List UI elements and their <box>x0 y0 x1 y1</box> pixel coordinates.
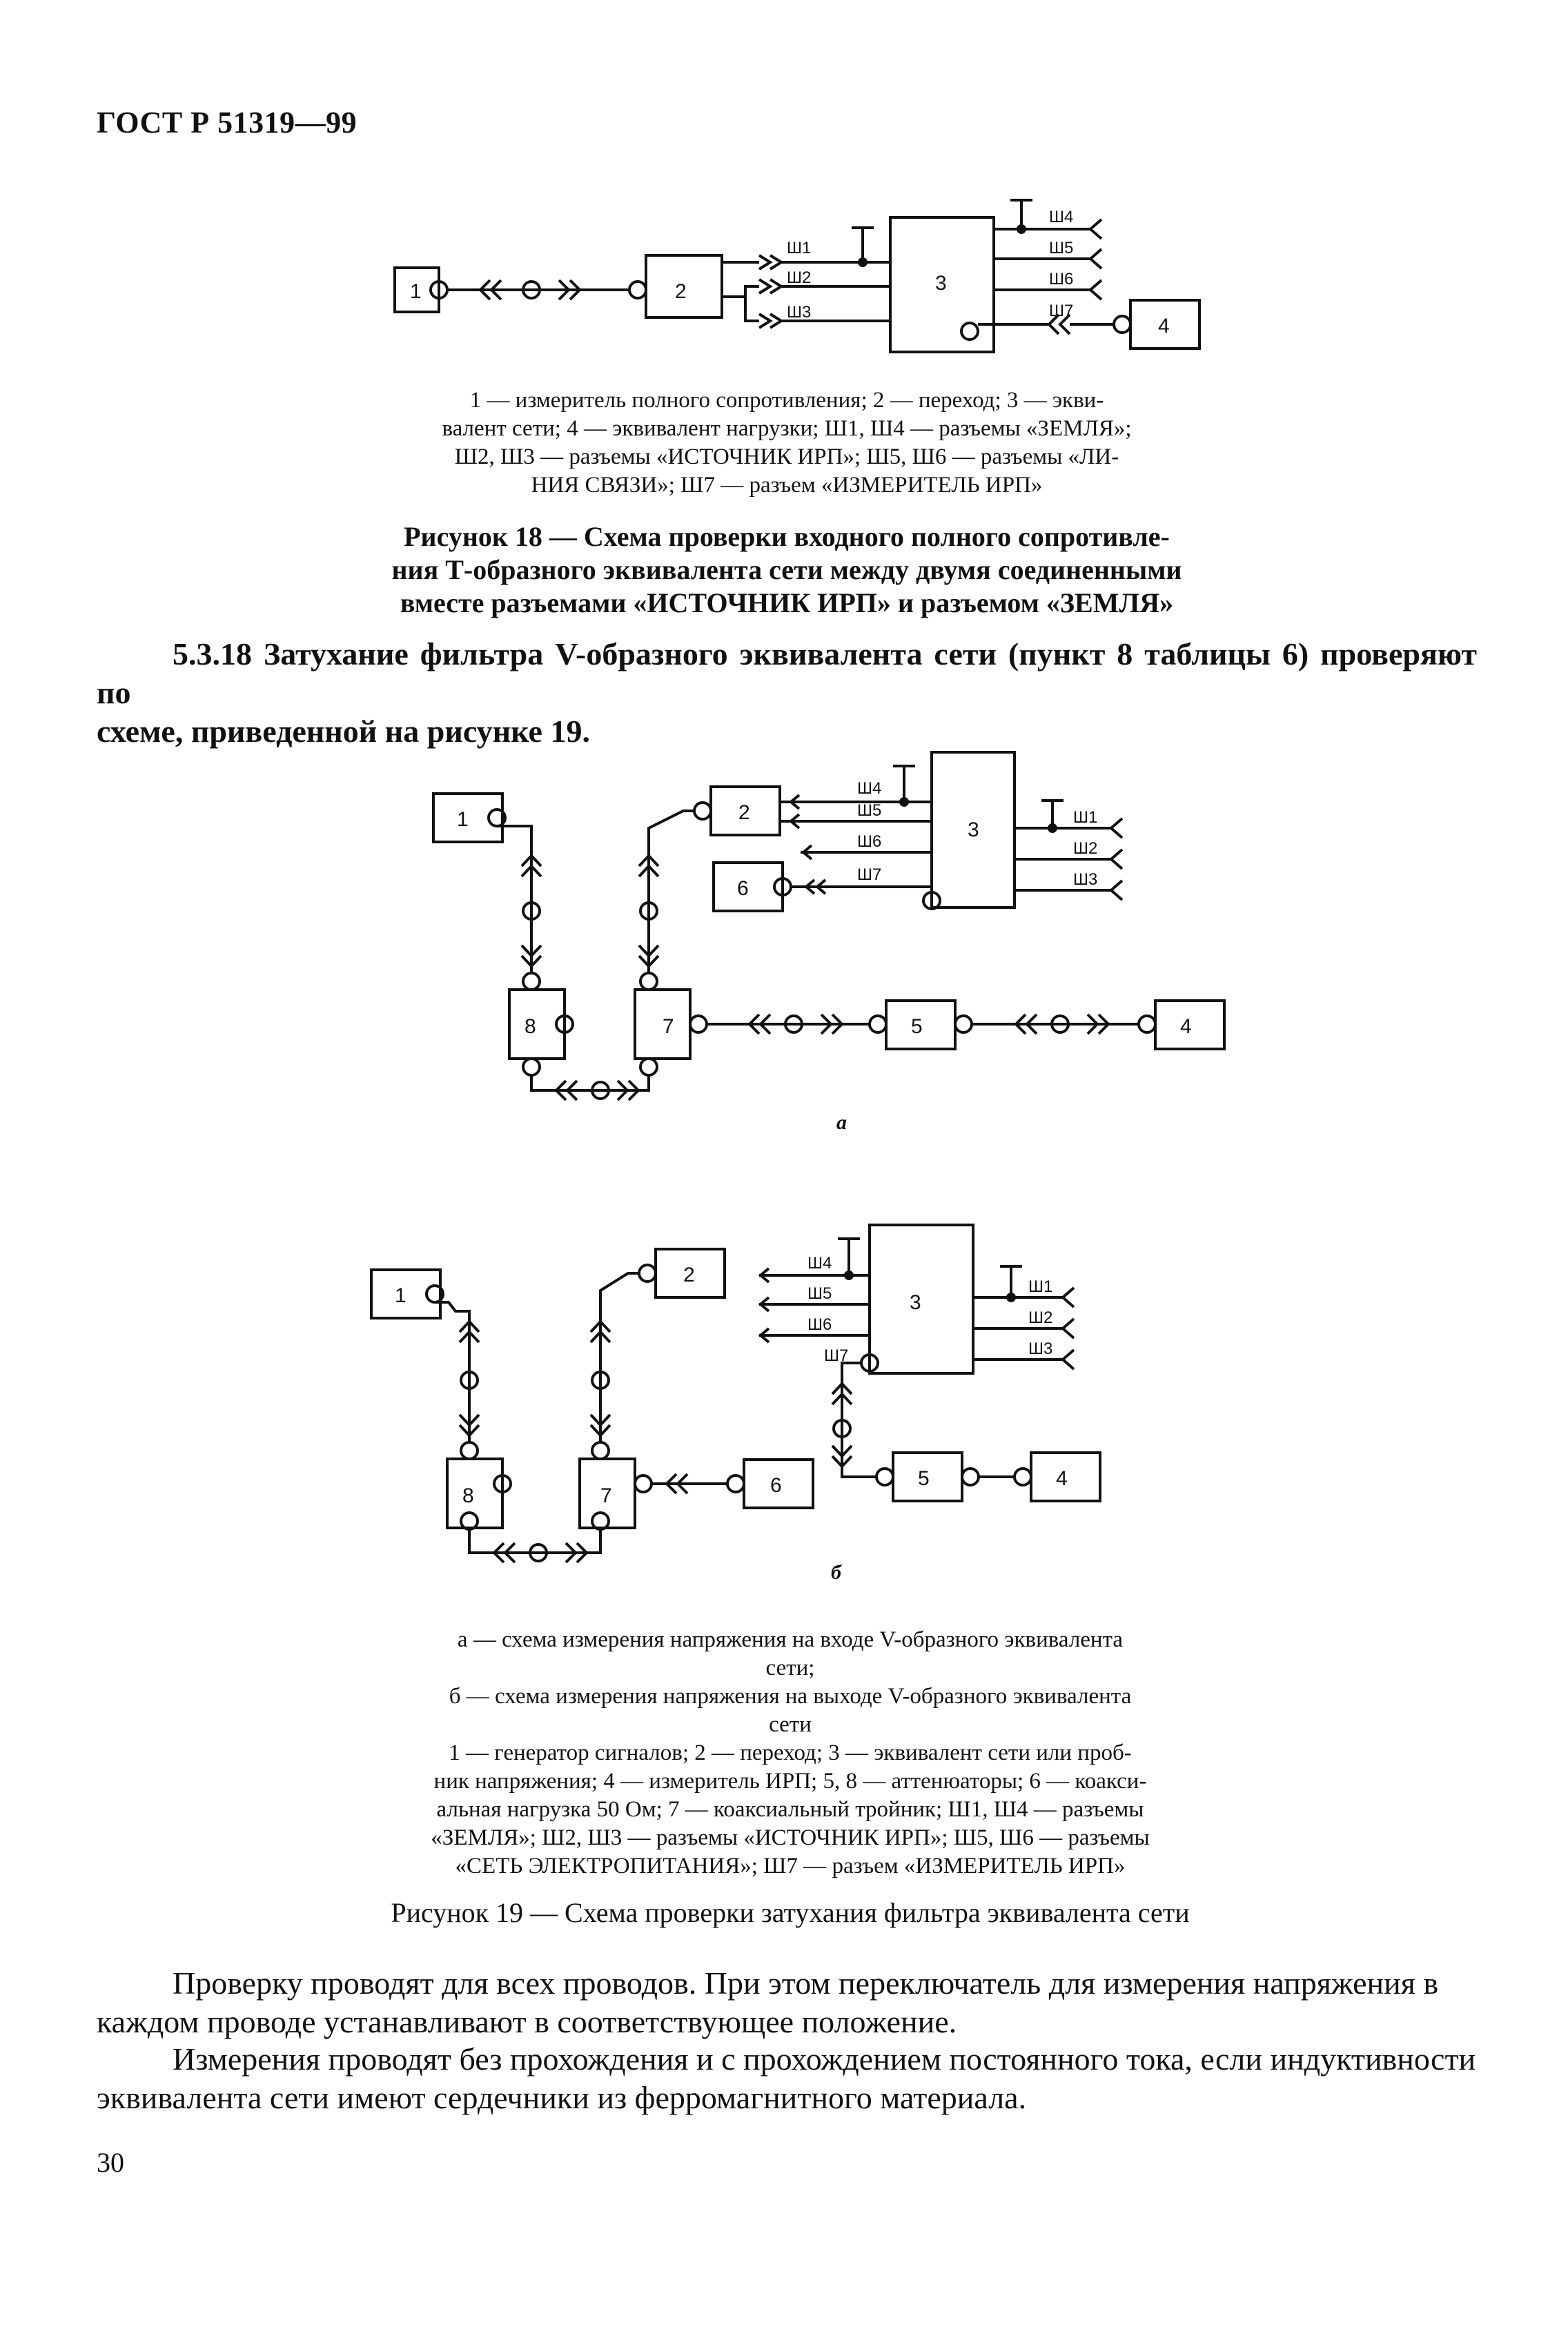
svg-text:8: 8 <box>525 1015 536 1038</box>
figure-19b-diagram <box>366 1201 1194 1587</box>
svg-text:5: 5 <box>911 1015 923 1038</box>
svg-text:6: 6 <box>770 1474 782 1497</box>
block-8 <box>447 1459 502 1528</box>
block-4-label: 4 <box>1158 315 1170 337</box>
figure-19-caption: Рисунок 19 — Схема проверки затухания фильтра эквивалента сети <box>391 1897 1190 1928</box>
section-5-3-18 <box>97 635 1477 751</box>
legend-line: Ш2, Ш3 — разъемы «ИСТОЧНИК ИРП»; Ш5, Ш6 — разъемы «ЛИ- <box>454 444 1119 469</box>
svg-text:7: 7 <box>600 1484 612 1507</box>
svg-text:Ш2: Ш2 <box>1028 1308 1053 1327</box>
svg-text:7: 7 <box>663 1015 674 1038</box>
svg-text:Ш3: Ш3 <box>1028 1340 1053 1358</box>
svg-text:Ш1: Ш1 <box>1028 1277 1053 1296</box>
svg-text:4: 4 <box>1180 1015 1192 1038</box>
legend-line: «СЕТЬ ЭЛЕКТРОПИТАНИЯ»; Ш7 — разъем «ИЗМЕРИТЕЛЬ ИРП» <box>455 1854 1126 1878</box>
svg-text:Ш4: Ш4 <box>807 1254 832 1273</box>
connector-sh3: Ш3 <box>787 303 812 322</box>
legend-line: валент сети; 4 — эквивалент нагрузки; Ш1, Ш4 — разъемы «ЗЕМЛЯ»; <box>442 416 1132 441</box>
svg-text:2: 2 <box>683 1264 695 1286</box>
figure-18-caption <box>373 520 1201 620</box>
caption-line: вместе разъемами «ИСТОЧНИК ИРП» и разъемом «ЗЕМЛЯ» <box>400 587 1174 618</box>
caption-line: Рисунок 18 — Схема проверки входного полного сопротивле- <box>404 521 1170 552</box>
connector-sh6: Ш6 <box>1049 270 1074 288</box>
block-3 <box>870 1225 973 1373</box>
connector-sh4: Ш4 <box>1049 208 1074 226</box>
legend-line: НИЯ СВЯЗИ»; Ш7 — разъем «ИЗМЕРИТЕЛЬ ИРП» <box>531 473 1043 498</box>
svg-text:4: 4 <box>1056 1467 1068 1490</box>
subfigure-b-label: б <box>831 1561 841 1584</box>
legend-line: сети <box>769 1712 812 1737</box>
paragraph-line: эквивалента сети имеют сердечники из ферромагнитного материала. <box>97 2080 1027 2115</box>
connector-sh5: Ш5 <box>1049 239 1074 257</box>
block-3-label: 3 <box>935 272 947 295</box>
svg-text:Ш2: Ш2 <box>1073 839 1098 858</box>
figure-19a-diagram <box>428 738 1228 1125</box>
svg-text:5: 5 <box>918 1467 930 1490</box>
body-paragraph-2 <box>97 2040 1477 2117</box>
legend-line: сети; <box>765 1656 815 1680</box>
caption-line: ния Т-образного эквивалента сети между двумя соединенными <box>391 554 1182 585</box>
svg-text:Ш6: Ш6 <box>807 1315 832 1334</box>
svg-text:Ш6: Ш6 <box>857 832 882 851</box>
paragraph-line: схеме, приведенной на рисунке 19. <box>97 714 590 749</box>
body-paragraph-1 <box>97 1964 1477 2041</box>
svg-text:Ш1: Ш1 <box>1073 808 1098 827</box>
svg-text:1: 1 <box>395 1284 406 1307</box>
svg-text:Ш7: Ш7 <box>857 865 882 884</box>
block-1-label: 1 <box>410 280 422 303</box>
figure-18-diagram <box>386 186 1215 359</box>
legend-line: а — схема измерения напряжения на входе V-образного эквивалента <box>457 1627 1124 1652</box>
connector-sh1: Ш1 <box>787 239 812 257</box>
svg-text:Ш5: Ш5 <box>807 1284 832 1303</box>
svg-text:Ш7: Ш7 <box>824 1346 849 1365</box>
paragraph-line: 5.3.18 Затухание фильтра V-образного эквивалента сети (пункт 8 таблицы 6) проверяют по <box>97 636 1477 710</box>
svg-text:6: 6 <box>737 877 749 900</box>
legend-line: «ЗЕМЛЯ»; Ш2, Ш3 — разъемы «ИСТОЧНИК ИРП»; Ш5, Ш6 — разъемы <box>431 1825 1150 1850</box>
svg-text:Ш3: Ш3 <box>1073 870 1098 889</box>
svg-text:8: 8 <box>462 1484 474 1507</box>
paragraph-line: каждом проводе устанавливают в соответствующее положение. <box>97 2004 957 2039</box>
connector-sh7: Ш7 <box>1049 302 1074 320</box>
legend-line: б — схема измерения напряжения на выходе V-образного эквивалента <box>449 1684 1132 1709</box>
legend-line: ник напряжения; 4 — измеритель ИРП; 5, 8 — аттенюаторы; 6 — коакси- <box>433 1769 1147 1794</box>
svg-text:3: 3 <box>910 1291 921 1314</box>
figure-18-legend <box>373 386 1201 500</box>
paragraph-line: Измерения проводят без прохождения и с прохождением постоянного тока, если индуктивности <box>173 2041 1476 2077</box>
legend-line: 1 — генератор сигналов; 2 — переход; 3 — эквивалент сети или проб- <box>449 1740 1132 1765</box>
block-2-label: 2 <box>675 280 687 303</box>
legend-line: альная нагрузка 50 Ом; 7 — коаксиальный тройник; Ш1, Ш4 — разъемы <box>436 1797 1144 1822</box>
legend-line: 1 — измеритель полного сопротивления; 2 — переход; 3 — экви- <box>469 388 1104 413</box>
svg-text:2: 2 <box>738 801 750 824</box>
svg-text:Ш4: Ш4 <box>857 779 882 798</box>
subfigure-a-label: а <box>836 1111 847 1134</box>
document-header: ГОСТ Р 51319—99 <box>97 106 357 139</box>
svg-text:Ш5: Ш5 <box>857 801 882 820</box>
page-number: 30 <box>97 2147 124 2178</box>
figure-19-legend <box>373 1626 1208 1881</box>
connector-sh2: Ш2 <box>787 268 812 287</box>
paragraph-line: Проверку проводят для всех проводов. При этом переключатель для измерения напряжения в <box>173 1965 1439 2001</box>
svg-text:1: 1 <box>457 808 469 831</box>
svg-text:3: 3 <box>968 818 979 841</box>
